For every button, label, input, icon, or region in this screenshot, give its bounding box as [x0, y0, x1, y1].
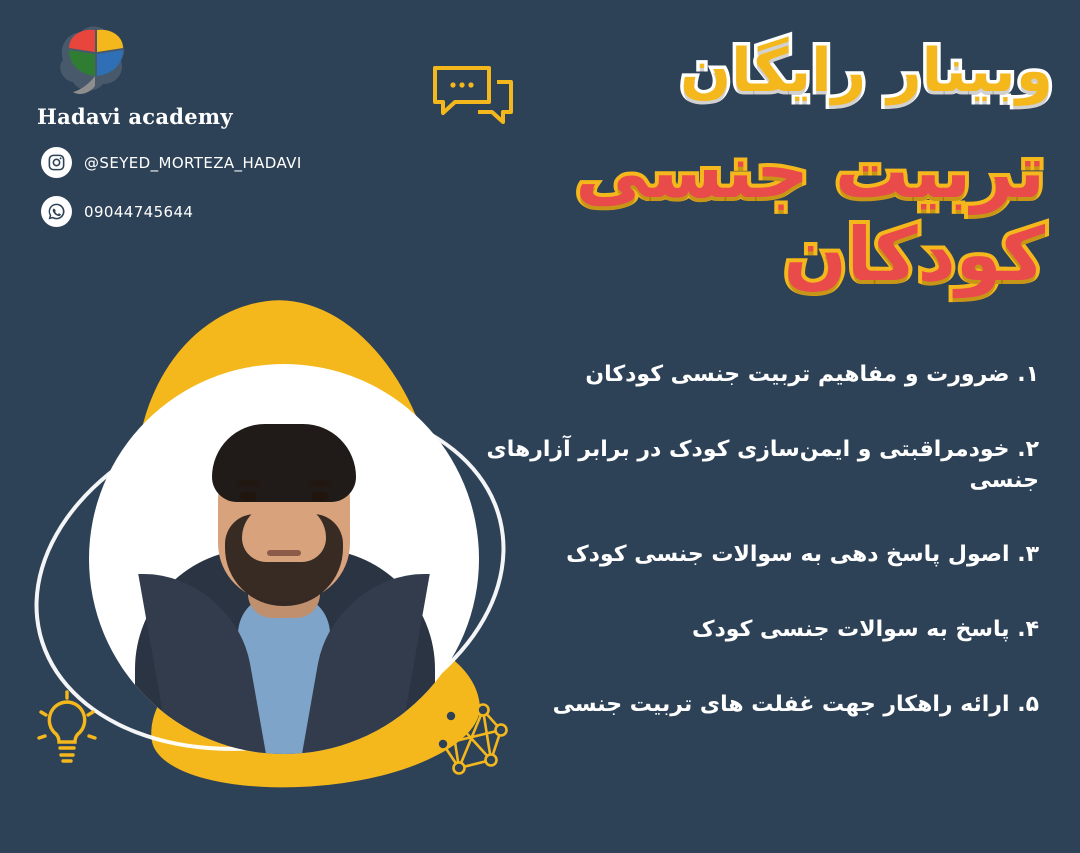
headline-line-1: وبینار رایگان	[680, 36, 1054, 106]
whatsapp-icon	[42, 196, 73, 227]
brand-name: Hadavi academy	[38, 104, 234, 129]
instagram-handle: @SEYED_MORTEZA_HADAVI	[85, 153, 303, 172]
topic-list	[420, 360, 1040, 721]
brain-logo-icon	[52, 22, 148, 102]
list-item: ۱. ضرورت و مفاهیم تربیت جنسی کودکان	[586, 362, 1040, 387]
contact-whatsapp[interactable]	[42, 196, 348, 227]
network-nodes-icon	[432, 700, 518, 790]
lightbulb-idea-icon	[32, 688, 104, 778]
headline	[354, 38, 1054, 297]
headline-line-2: تربیت جنسی کودکان	[576, 129, 1046, 299]
brand-block	[28, 22, 348, 227]
contact-instagram[interactable]	[42, 147, 348, 178]
list-item: ۴. پاسخ به سوالات جنسی کودک	[692, 617, 1040, 643]
list-item: ۳. اصول پاسخ دهی به سوالات جنسی کودک	[567, 542, 1040, 568]
instagram-icon	[42, 147, 73, 178]
whatsapp-number: 09044745644	[85, 202, 195, 221]
list-item: ۲. خودمراقبتی و ایمن‌سازی کودک در برابر آزارهای جنسی	[487, 436, 1040, 493]
list-item: ۵. ارائه راهکار جهت غفلت های تربیت جنسی	[553, 691, 1040, 717]
